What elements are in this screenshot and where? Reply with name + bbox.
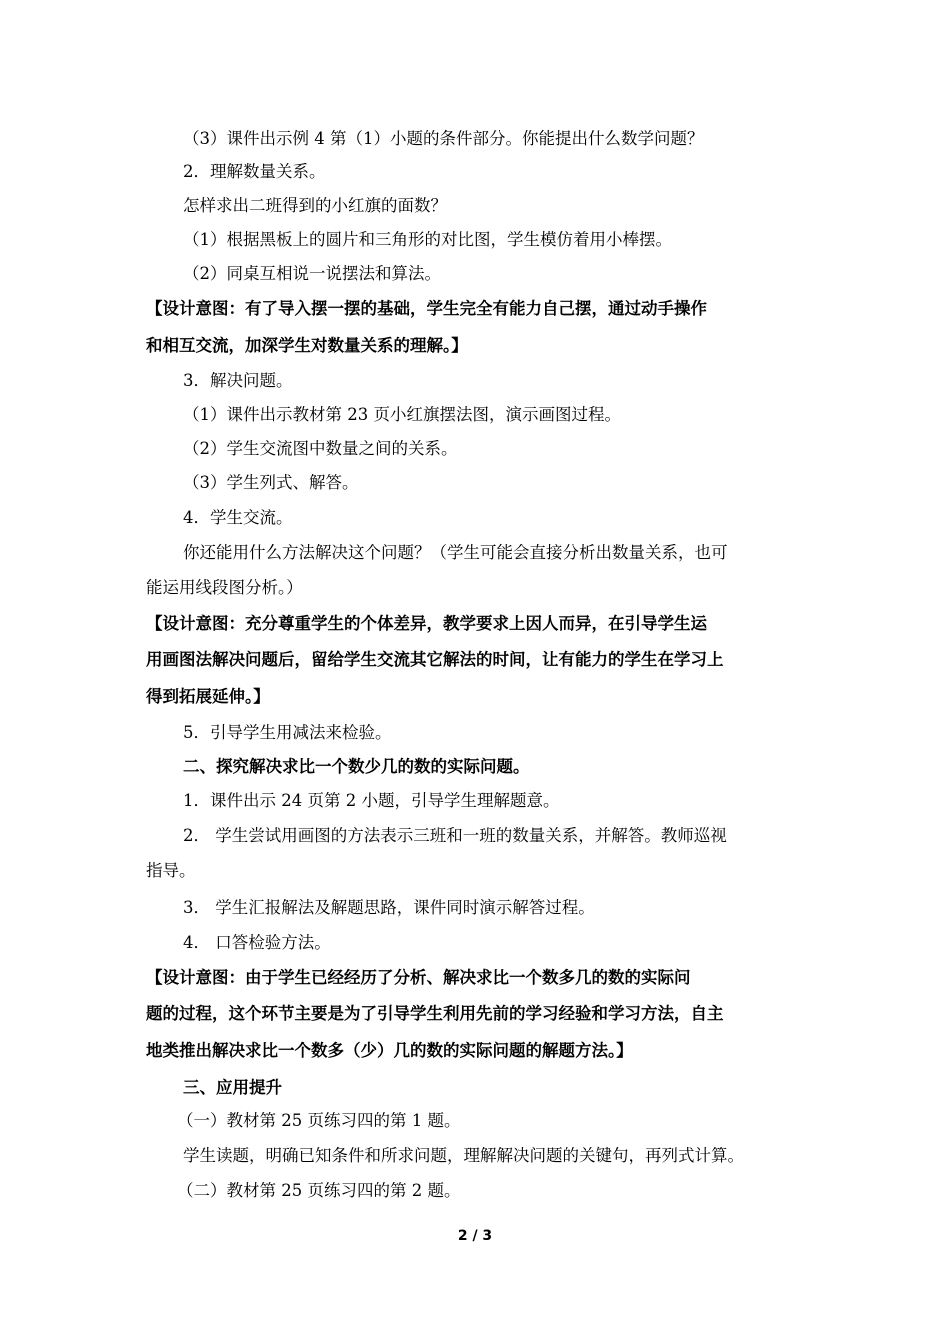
section-heading: 二、探究解决求比一个数少几的数的实际问题。 (183, 757, 530, 776)
paragraph-line: 4． 口答检验方法。 (183, 933, 331, 952)
paragraph-line: 2． 学生尝试用画图的方法表示三班和一班的数量关系，并解答。教师巡视 (183, 826, 727, 845)
paragraph-line: （2）同桌互相说一说摆法和算法。 (183, 264, 441, 283)
paragraph-line: （1）根据黑板上的圆片和三角形的对比图，学生模仿着用小棒摆。 (183, 230, 672, 249)
paragraph-line: 能运用线段图分析。） (146, 578, 303, 597)
paragraph-line: 3．解决问题。 (183, 371, 293, 390)
paragraph-line: （1）课件出示教材第 23 页小红旗摆法图，演示画图过程。 (183, 405, 621, 424)
design-intent-note: 【设计意图：充分尊重学生的个体差异，教学要求上因人而异，在引导学生运 (146, 614, 707, 633)
paragraph-line: 4．学生交流。 (183, 508, 293, 527)
paragraph-line: 5．引导学生用减法来检验。 (183, 723, 392, 742)
paragraph-line: 学生读题，明确已知条件和所求问题，理解解决问题的关键句，再列式计算。 (183, 1146, 744, 1165)
paragraph-line: 3． 学生汇报解法及解题思路，课件同时演示解答过程。 (183, 898, 595, 917)
paragraph-line: 指导。 (146, 861, 196, 880)
design-intent-note: 用画图法解决问题后，留给学生交流其它解法的时间，让有能力的学生在学习上 (146, 650, 724, 669)
paragraph-line: （一）教材第 25 页练习四的第 1 题。 (177, 1111, 461, 1130)
section-heading: 三、应用提升 (183, 1078, 282, 1097)
paragraph-line: 你还能用什么方法解决这个问题？（学生可能会直接分析出数量关系，也可 (183, 543, 728, 562)
paragraph-line: （3）学生列式、解答。 (183, 473, 359, 492)
design-intent-note: 题的过程，这个环节主要是为了引导学生利用先前的学习经验和学习方法，自主 (146, 1004, 724, 1023)
paragraph-line: 2．理解数量关系。 (183, 162, 326, 181)
design-intent-note: 得到拓展延伸。】 (146, 687, 270, 706)
paragraph-line: 1．课件出示 24 页第 2 小题，引导学生理解题意。 (183, 791, 560, 810)
design-intent-note: 【设计意图：由于学生已经经历了分析、解决求比一个数多几的数的实际问 (146, 968, 691, 987)
page-number: 2 / 3 (457, 1228, 493, 1244)
design-intent-note: 【设计意图：有了导入摆一摆的基础，学生完全有能力自己摆，通过动手操作 (146, 299, 707, 318)
paragraph-line: （3）课件出示例 4 第（1）小题的条件部分。你能提出什么数学问题？ (183, 129, 704, 148)
paragraph-line: 怎样求出二班得到的小红旗的面数？ (183, 196, 447, 215)
design-intent-note: 地类推出解决求比一个数多（少）几的数的实际问题的解题方法。】 (146, 1041, 633, 1060)
paragraph-line: （二）教材第 25 页练习四的第 2 题。 (177, 1181, 461, 1200)
design-intent-note: 和相互交流，加深学生对数量关系的理解。】 (146, 336, 468, 355)
paragraph-line: （2）学生交流图中数量之间的关系。 (183, 439, 458, 458)
